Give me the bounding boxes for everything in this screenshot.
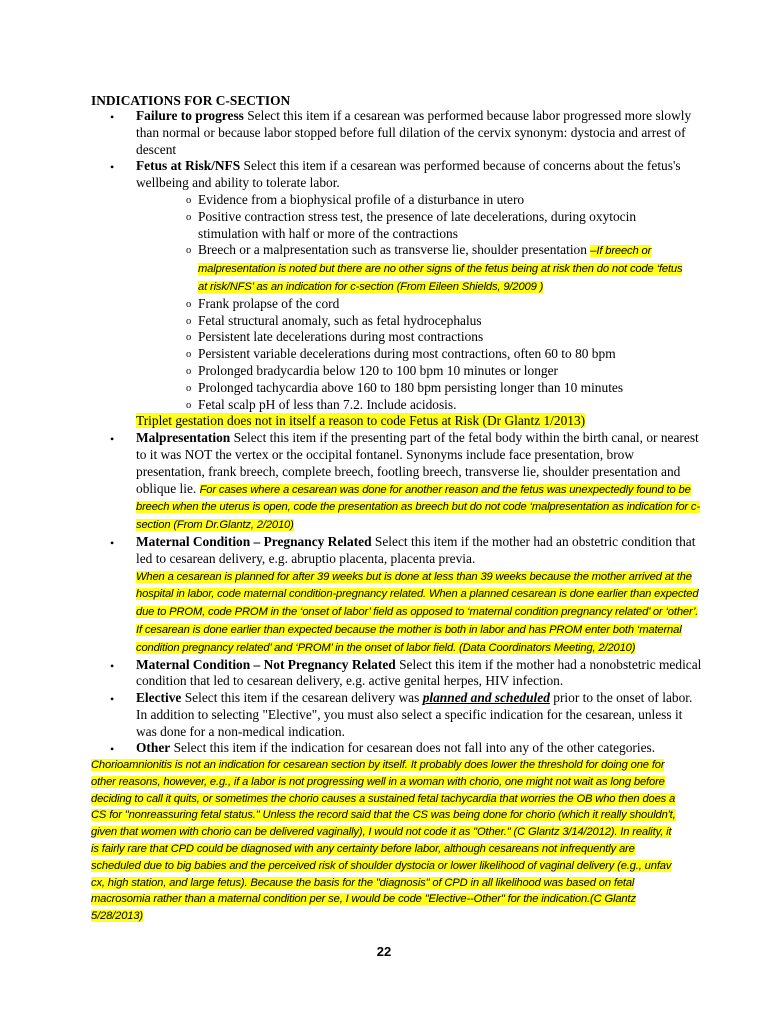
breech-note: –If breech or malpresentation is noted but there are no other signs of the fetus being at risk then do not code ‘fetus at risk/NFS’ as an indication for c-section (From Eileen Shields, 9/2009 ) <box>198 245 683 293</box>
maternal-pregnancy-note: When a cesarean is planned for after 39 weeks but is done at less than 39 weeks because the mother arrived at the hospital in labor, code maternal condition-pregnancy related. When a planned cesarean is done earlier than expected due to PROM, code PROM in the ‘onset of labor’ field as opposed to ‘maternal condition pregnancy related’ or ‘other’. If cesarean is done earlier than expected because the mother is both in labor and has PROM enter both ‘maternal condition pregnancy related’ and ‘PROM’ in the onset of labor field. (Data Coordinators Meeting, 2/2010) <box>136 570 699 654</box>
list-item-maternal-pregnancy-related <box>104 534 704 657</box>
sub-item: o Persistent variable decelerations during most contractions, often 60 to 80 bpm <box>186 346 686 363</box>
sub-item: o Evidence from a biophysical profile of a disturbance in utero <box>186 192 686 209</box>
malpresentation-note: For cases where a cesarean was done for another reason and the fetus was unexpectedly found to be breech when the uterus is open, code the presentation as breech but do not code ‘malpresentation as indication for c-section (From Dr.Glantz, 2/2010) <box>136 483 700 532</box>
item-text: Select this item if a cesarean was performed because of concerns about the fetus's wellbeing and ability to tolerate labor. <box>136 158 681 191</box>
item-term: Fetus at Risk/NFS <box>136 158 241 174</box>
sub-item: o Positive contraction stress test, the presence of late decelerations, during oxytocin stimulation with half or more of the contractions <box>186 209 686 243</box>
item-text: Select this item if the indication for cesarean does not fall into any of the other categories. <box>170 740 656 756</box>
sub-item: o Prolonged tachycardia above 160 to 180 bpm persisting longer than 10 minutes <box>186 380 686 397</box>
fetus-at-risk-sublist <box>104 192 686 413</box>
list-item-maternal-not-pregnancy-related <box>104 657 704 691</box>
sub-item: o Fetal structural anomaly, such as fetal hydrocephalus <box>186 313 686 330</box>
item-term: Maternal Condition – Pregnancy Related <box>136 533 372 549</box>
item-term: Malpresentation <box>136 430 231 446</box>
list-item-elective <box>104 690 704 740</box>
item-term: Failure to progress <box>136 108 244 123</box>
list-item-other <box>104 740 704 757</box>
item-text-after: prior to the onset of labor. In addition to selecting "Elective", you must also select a specific indication for the cesarean, unless it was done for a non-medical indication. <box>136 690 693 739</box>
sub-item-text: Breech or a malpresentation such as transverse lie, shoulder presentation <box>198 242 591 258</box>
sub-item: o Fetal scalp pH of less than 7.2. Include acidosis. <box>186 397 686 414</box>
item-text-before: Select this item if the cesarean delivery was <box>181 690 423 706</box>
page-number: 22 <box>376 944 392 959</box>
chorioamnionitis-note <box>91 757 681 925</box>
item-text: Select this item if the mother had an obstetric condition that led to cesarean delivery, e.g. abruptio placenta, placenta previa. <box>136 533 696 566</box>
item-term: Other <box>136 740 171 756</box>
sub-item: o Frank prolapse of the cord <box>186 296 686 313</box>
list-item-fetus-at-risk <box>104 158 704 192</box>
item-term: Maternal Condition – Not Pregnancy Related <box>136 656 396 672</box>
page-title: INDICATIONS FOR C-SECTION <box>91 93 291 108</box>
list-item-malpresentation <box>104 430 704 534</box>
item-text: Select this item if the presenting part of the fetal body within the birth canal, or nearest to it was NOT the vertex or the occipital fontanel. Synonyms include face presentation, brow presentation, frank breech, complete breech, footling breech, transverse lie, shoulder presentation and oblique lie. <box>136 430 699 496</box>
item-text: Select this item if the mother had a nonobstetric medical condition that led to cesarean delivery, e.g. active genital herpes, HIV infection. <box>136 656 702 689</box>
sub-item-breech <box>186 242 686 295</box>
item-emphasis: planned and scheduled <box>422 690 550 706</box>
chorioamnionitis-note-text: Chorioamnionitis is not an indication for cesarean section by itself. It probably does lower the threshold for doing one for other reasons, however, e.g., if a labor is not progressing well in a woman with chorio, one might not wait as long before deciding to call it quits, or sometimes the chorio causes a sustained fetal tachycardia that worries the OB who then does a CS for "nonreassuring fetal status." Unless the record said that the CS was being done for chorio (which it really shouldn't, given that women with chorio can be delivered vaginally), I would not code it as "Other." (C Glantz 3/14/2012). In reality, it is fairly rare that CPD could be diagnosed with any certainty before labor, although cesareans not infrequently are scheduled due to big babies and the perceived risk of shoulder dystocia or lower likelihood of vaginal delivery (e.g., unfav cx, high station, and large fetus). Because the basis for the "diagnosis" of CPD in all likelihood was based on fetal macrosomia rather than a maternal condition per se, I would be code "Elective--Other" for the indication.(C Glantz 5/28/2013) <box>91 759 676 923</box>
triplet-note: Triplet gestation does not in itself a reason to code Fetus at Risk (Dr Glantz 1/2013) <box>136 413 586 429</box>
item-term: Elective <box>136 690 182 706</box>
indications-list <box>104 108 704 757</box>
list-item-failure-to-progress <box>104 108 704 158</box>
item-text: Select this item if a cesarean was performed because labor progressed more slowly than normal or because labor stopped before full dilation of the cervix synonym: dystocia and arrest of descent <box>136 108 692 157</box>
sub-item: o Persistent late decelerations during most contractions <box>186 329 686 346</box>
sub-item: o Prolonged bradycardia below 120 to 100 bpm 10 minutes or longer <box>186 363 686 380</box>
